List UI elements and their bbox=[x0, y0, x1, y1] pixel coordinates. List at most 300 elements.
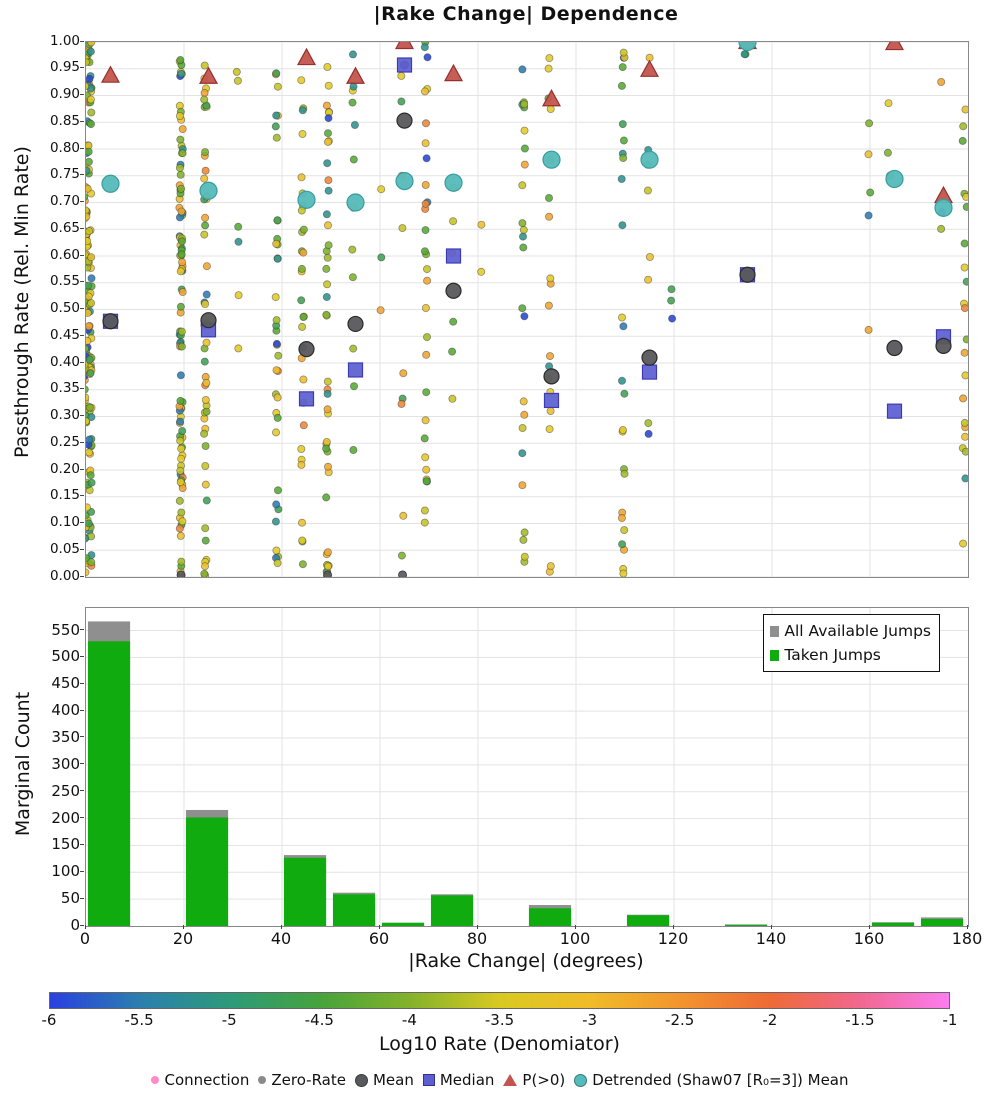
rate-dot bbox=[201, 570, 208, 577]
bottom-legend-item bbox=[151, 1071, 249, 1089]
rate-dot bbox=[201, 358, 208, 365]
rate-dot bbox=[234, 77, 241, 84]
y-tick-label: 0.20 bbox=[49, 460, 80, 477]
y-tick-mark bbox=[80, 576, 84, 577]
detrended-marker bbox=[396, 173, 413, 190]
x-tick-label: 80 bbox=[466, 929, 488, 948]
y-tick-label: 150 bbox=[51, 835, 80, 854]
rate-dot bbox=[619, 426, 626, 433]
rate-dot bbox=[421, 519, 428, 526]
rate-dot bbox=[274, 414, 281, 421]
rate-dot bbox=[299, 107, 306, 114]
y-tick-mark bbox=[80, 121, 84, 122]
rate-dot bbox=[619, 541, 626, 548]
y-tick-label: 1.00 bbox=[49, 32, 80, 49]
rate-dot bbox=[201, 62, 208, 69]
rate-dot bbox=[179, 518, 186, 525]
y-tick-mark bbox=[80, 201, 84, 202]
detrended-marker bbox=[445, 174, 462, 191]
rate-dot bbox=[273, 134, 280, 141]
colorbar-tick-label: -4.5 bbox=[304, 1011, 334, 1029]
rate-dot bbox=[323, 211, 330, 218]
rate-dot bbox=[646, 253, 653, 260]
rate-dot bbox=[179, 259, 186, 266]
rate-dot bbox=[547, 563, 554, 570]
p-gt0-marker bbox=[886, 42, 903, 50]
rate-dot bbox=[962, 106, 968, 113]
zero-rate-dot bbox=[177, 571, 185, 577]
rate-dot bbox=[86, 337, 91, 344]
p-gt0-legend-icon bbox=[503, 1074, 517, 1086]
rate-dot bbox=[618, 175, 625, 182]
rate-dot bbox=[86, 148, 92, 155]
rate-dot bbox=[961, 240, 968, 247]
rate-dot bbox=[618, 314, 625, 321]
mean-marker bbox=[299, 342, 314, 357]
y-tick-label: 0.10 bbox=[49, 514, 80, 530]
y-tick-label: 0.70 bbox=[49, 193, 80, 209]
rate-dot bbox=[521, 127, 528, 134]
x-tick-mark bbox=[379, 925, 380, 929]
bottom-legend-item bbox=[258, 1071, 346, 1089]
hist-bar-taken bbox=[431, 895, 473, 926]
x-tick-mark bbox=[869, 925, 870, 929]
rate-dot bbox=[519, 66, 526, 73]
y-tick-label: 0.45 bbox=[49, 326, 80, 343]
rate-dot bbox=[177, 372, 184, 379]
rate-dot bbox=[424, 277, 431, 284]
rate-dot bbox=[398, 72, 405, 79]
colorbar-tick-label: -1.5 bbox=[845, 1011, 875, 1029]
rate-dot bbox=[421, 44, 428, 51]
rate-dot bbox=[350, 156, 357, 163]
hist-bar-taken bbox=[88, 641, 130, 926]
rate-dot bbox=[273, 367, 280, 374]
detrended-marker bbox=[935, 199, 952, 216]
rate-dot bbox=[421, 248, 428, 255]
y-tick-mark bbox=[80, 683, 84, 684]
rate-dot bbox=[87, 96, 94, 103]
rate-dot bbox=[519, 220, 526, 227]
rate-dot bbox=[176, 497, 183, 504]
y-tick-mark bbox=[80, 415, 84, 416]
y-tick-label: 0.95 bbox=[49, 59, 80, 76]
rate-dot bbox=[521, 529, 528, 536]
rate-dot bbox=[521, 553, 528, 560]
rate-dot bbox=[546, 353, 553, 360]
rate-dot bbox=[178, 343, 185, 350]
y-tick-label: 0.15 bbox=[49, 487, 80, 504]
rate-dot bbox=[298, 174, 305, 181]
colorbar-tick-label: -4 bbox=[401, 1011, 417, 1029]
rate-dot bbox=[179, 126, 186, 133]
y-tick-label: 0.00 bbox=[49, 567, 80, 584]
y-tick-mark bbox=[80, 228, 84, 229]
y-tick-label: 350 bbox=[51, 727, 80, 746]
legend-label: All Available Jumps bbox=[784, 622, 931, 640]
rate-dot bbox=[203, 263, 210, 270]
rate-dot bbox=[961, 349, 968, 356]
rate-dot bbox=[179, 427, 186, 434]
rate-dot bbox=[86, 569, 89, 576]
colorbar-tick-label: -5 bbox=[221, 1011, 237, 1029]
rate-dot bbox=[178, 558, 185, 565]
rate-dot bbox=[201, 96, 208, 103]
x-tick-label: 40 bbox=[270, 929, 292, 948]
scatter-y-axis-label: Passthrough Rate (Rel. Min Rate) bbox=[11, 146, 33, 458]
rate-dot bbox=[938, 78, 945, 85]
x-tick-label: 180 bbox=[951, 929, 983, 948]
rate-dot bbox=[521, 101, 528, 108]
rate-dot bbox=[349, 246, 356, 253]
rate-dot bbox=[545, 194, 552, 201]
rate-dot bbox=[202, 537, 209, 544]
rate-dot bbox=[300, 313, 307, 320]
rate-dot bbox=[619, 121, 626, 128]
rate-dot bbox=[177, 171, 184, 178]
rate-dot bbox=[398, 400, 405, 407]
rate-dot bbox=[423, 334, 430, 341]
bottom-legend-label: Connection bbox=[164, 1071, 250, 1089]
y-tick-mark bbox=[80, 67, 84, 68]
mean-marker bbox=[348, 316, 363, 331]
rate-dot bbox=[203, 291, 210, 298]
rate-dot bbox=[961, 419, 968, 426]
mean-marker bbox=[397, 113, 412, 128]
rate-dot bbox=[865, 151, 872, 158]
rate-dot bbox=[449, 395, 456, 402]
rate-dot bbox=[885, 100, 892, 107]
rate-dot bbox=[323, 494, 330, 501]
rate-dot bbox=[422, 227, 429, 234]
rate-dot bbox=[88, 300, 95, 307]
y-tick-label: 0.50 bbox=[49, 300, 80, 316]
rate-dot bbox=[962, 448, 968, 455]
rate-dot bbox=[324, 138, 331, 145]
rate-dot bbox=[86, 293, 92, 300]
rate-dot bbox=[422, 120, 429, 127]
page-title: |Rake Change| Dependence bbox=[373, 3, 679, 25]
histogram-y-axis-label: Marginal Count bbox=[12, 691, 34, 837]
rate-dot bbox=[176, 112, 183, 119]
rate-dot bbox=[400, 512, 407, 519]
rate-dot bbox=[619, 64, 626, 71]
y-tick-label: 0.80 bbox=[49, 139, 80, 156]
rate-dot bbox=[867, 189, 874, 196]
rate-dot bbox=[299, 130, 306, 137]
rate-dot bbox=[178, 185, 185, 192]
rate-dot bbox=[668, 297, 675, 304]
rate-dot bbox=[273, 340, 280, 347]
y-tick-mark bbox=[80, 495, 84, 496]
rate-dot bbox=[621, 470, 628, 477]
rate-dot bbox=[177, 532, 184, 539]
rate-dot bbox=[201, 175, 208, 182]
detrended-marker bbox=[543, 151, 560, 168]
bottom-legend-item bbox=[355, 1071, 414, 1089]
y-tick-label: 500 bbox=[51, 647, 80, 666]
rate-dot bbox=[201, 563, 208, 570]
rate-dot bbox=[86, 418, 90, 425]
legend-swatch bbox=[770, 650, 779, 661]
rate-dot bbox=[88, 254, 95, 261]
rate-dot bbox=[545, 65, 552, 72]
x-tick-label: 60 bbox=[368, 929, 390, 948]
rate-dot bbox=[176, 525, 183, 532]
median-marker bbox=[447, 249, 461, 263]
rate-dot bbox=[645, 420, 652, 427]
rate-dot bbox=[478, 221, 485, 228]
rate-dot bbox=[378, 186, 385, 193]
rate-dot bbox=[323, 293, 330, 300]
rate-dot bbox=[619, 222, 626, 229]
rate-dot bbox=[86, 228, 93, 235]
rate-dot bbox=[86, 213, 90, 220]
rate-dot bbox=[86, 185, 91, 192]
hist-bar-taken bbox=[529, 908, 571, 926]
rate-dot bbox=[87, 121, 94, 128]
rate-dot bbox=[620, 49, 627, 56]
hist-bar-taken bbox=[284, 858, 326, 926]
rate-dot bbox=[203, 379, 210, 386]
rate-dot bbox=[325, 82, 332, 89]
rate-dot bbox=[884, 149, 891, 156]
x-tick-label: 100 bbox=[559, 929, 591, 948]
rate-dot bbox=[324, 254, 331, 261]
rate-dot bbox=[325, 177, 332, 184]
rate-dot bbox=[86, 356, 93, 363]
rate-dot bbox=[87, 472, 94, 479]
rate-dot bbox=[450, 218, 457, 225]
rate-dot bbox=[86, 504, 91, 511]
legend-item bbox=[770, 619, 931, 643]
y-tick-mark bbox=[80, 255, 84, 256]
rate-dot bbox=[177, 467, 184, 474]
rate-dot bbox=[519, 182, 526, 189]
rate-dot bbox=[866, 120, 873, 127]
y-tick-mark bbox=[80, 763, 84, 764]
rate-dot bbox=[86, 75, 93, 82]
x-tick-mark bbox=[673, 925, 674, 929]
rate-dot bbox=[88, 559, 95, 566]
rate-dot bbox=[86, 282, 92, 289]
bottom-legend-item bbox=[423, 1071, 495, 1089]
y-tick-mark bbox=[80, 469, 84, 470]
rate-dot bbox=[478, 268, 485, 275]
rate-dot bbox=[203, 339, 210, 346]
bottom-legend-item bbox=[503, 1071, 565, 1089]
rate-dot bbox=[233, 68, 240, 75]
y-tick-mark bbox=[80, 335, 84, 336]
hist-bar-taken bbox=[333, 894, 375, 926]
rate-dot bbox=[618, 377, 625, 384]
rate-dot bbox=[324, 222, 331, 229]
rate-dot bbox=[668, 286, 675, 293]
rate-dot bbox=[621, 390, 628, 397]
rate-dot bbox=[422, 200, 429, 207]
mean-legend-icon bbox=[355, 1074, 368, 1087]
rate-dot bbox=[202, 443, 209, 450]
rate-dot bbox=[423, 351, 430, 358]
rate-dot bbox=[644, 187, 651, 194]
y-tick-label: 400 bbox=[51, 701, 80, 720]
hist-bar-taken bbox=[627, 915, 669, 926]
x-tick-label: 120 bbox=[657, 929, 689, 948]
rate-dot bbox=[273, 112, 280, 119]
x-tick-label: 0 bbox=[79, 929, 91, 948]
rate-dot bbox=[202, 462, 209, 469]
rate-dot bbox=[178, 445, 185, 452]
rate-dot bbox=[235, 238, 242, 245]
rate-dot bbox=[519, 305, 526, 312]
y-tick-mark bbox=[80, 522, 84, 523]
rate-dot bbox=[86, 167, 90, 174]
x-tick-mark bbox=[967, 925, 968, 929]
rate-dot bbox=[86, 158, 93, 165]
rate-dot bbox=[421, 88, 428, 95]
y-tick-mark bbox=[80, 710, 84, 711]
rate-dot bbox=[272, 429, 279, 436]
detrended-marker bbox=[347, 194, 364, 211]
rate-dot bbox=[323, 311, 330, 318]
x-tick-mark bbox=[281, 925, 282, 929]
y-tick-mark bbox=[80, 817, 84, 818]
p-gt0-marker bbox=[298, 49, 315, 65]
rate-dot bbox=[963, 203, 968, 210]
rate-dot bbox=[177, 268, 184, 275]
rate-dot bbox=[519, 233, 526, 240]
mean-marker bbox=[446, 283, 461, 298]
rate-dot bbox=[519, 482, 526, 489]
rate-dot bbox=[203, 497, 210, 504]
rate-dot bbox=[324, 160, 331, 167]
rate-dot bbox=[86, 449, 93, 456]
rate-dot bbox=[179, 288, 186, 295]
rate-dot bbox=[865, 212, 872, 219]
rate-dot bbox=[87, 48, 94, 55]
rate-dot bbox=[86, 238, 91, 245]
rate-dot bbox=[620, 154, 627, 161]
rate-dot bbox=[324, 549, 331, 556]
zero-rate-dot bbox=[399, 571, 407, 577]
rate-dot bbox=[741, 51, 748, 58]
rate-dot bbox=[177, 418, 184, 425]
detrended-marker bbox=[886, 170, 903, 187]
rate-dot bbox=[960, 395, 967, 402]
colorbar-tick-label: -5.5 bbox=[124, 1011, 154, 1029]
rate-dot bbox=[178, 238, 185, 245]
rate-dot bbox=[423, 155, 430, 162]
rate-dot bbox=[423, 389, 430, 396]
bottom-legend-label: Median bbox=[439, 1071, 495, 1089]
rate-dot bbox=[350, 345, 357, 352]
y-tick-label: 0.90 bbox=[49, 86, 80, 102]
y-tick-label: 50 bbox=[60, 889, 80, 908]
x-tick-mark bbox=[85, 925, 86, 929]
rate-dot bbox=[645, 430, 652, 437]
rate-dot bbox=[300, 422, 307, 429]
rate-dot bbox=[520, 226, 527, 233]
rate-dot bbox=[272, 123, 279, 130]
median-marker bbox=[398, 58, 412, 72]
rate-dot bbox=[963, 336, 968, 343]
rate-dot bbox=[450, 318, 457, 325]
rate-dot bbox=[272, 518, 279, 525]
rate-dot bbox=[324, 130, 331, 137]
rate-dot bbox=[178, 208, 185, 215]
detrended-marker bbox=[641, 151, 658, 168]
y-tick-label: 0.25 bbox=[49, 433, 80, 450]
rate-dot bbox=[545, 302, 552, 309]
detrended-legend-icon bbox=[574, 1074, 587, 1087]
rate-dot bbox=[275, 352, 282, 359]
rate-dot bbox=[325, 242, 332, 249]
mean-marker bbox=[936, 338, 951, 353]
x-tick-mark bbox=[477, 925, 478, 929]
rate-dot bbox=[178, 251, 185, 258]
y-tick-mark bbox=[80, 281, 84, 282]
rate-dot bbox=[176, 164, 183, 171]
rate-dot bbox=[86, 59, 90, 66]
rate-dot bbox=[349, 274, 356, 281]
rate-dot bbox=[177, 437, 184, 444]
rate-dot bbox=[620, 323, 627, 330]
rate-dot bbox=[962, 372, 968, 379]
rate-dot bbox=[87, 370, 94, 377]
rate-dot bbox=[423, 466, 430, 473]
colorbar bbox=[49, 992, 950, 1009]
rate-dot bbox=[178, 509, 185, 516]
rate-dot bbox=[961, 264, 968, 271]
rate-dot bbox=[938, 225, 945, 232]
rate-dot bbox=[324, 563, 331, 570]
rate-dot bbox=[323, 445, 330, 452]
rate-dot bbox=[350, 383, 357, 390]
bottom-legend bbox=[0, 1071, 1000, 1089]
rate-dot bbox=[324, 390, 331, 397]
rate-dot bbox=[274, 83, 281, 90]
rate-dot bbox=[324, 63, 331, 70]
rate-dot bbox=[520, 398, 527, 405]
colorbar-tick-label: -6 bbox=[41, 1011, 57, 1029]
mean-marker bbox=[201, 313, 216, 328]
rate-dot bbox=[274, 255, 281, 262]
rate-dot bbox=[521, 145, 528, 152]
y-tick-label: 0.85 bbox=[49, 112, 80, 129]
rate-dot bbox=[399, 225, 406, 232]
rate-dot bbox=[546, 55, 553, 62]
rate-dot bbox=[645, 276, 652, 283]
rate-dot bbox=[86, 386, 88, 393]
p-gt0-marker bbox=[396, 42, 413, 49]
rate-dot bbox=[963, 278, 968, 285]
y-tick-label: 0.40 bbox=[49, 353, 80, 370]
rate-dot bbox=[621, 527, 628, 534]
y-tick-mark bbox=[80, 736, 84, 737]
mean-marker bbox=[642, 350, 657, 365]
y-tick-mark bbox=[80, 656, 84, 657]
rate-dot bbox=[421, 435, 428, 442]
colorbar-label: Log10 Rate (Denomiator) bbox=[379, 1033, 620, 1055]
median-marker bbox=[888, 404, 902, 418]
rate-dot bbox=[618, 82, 625, 89]
rate-dot bbox=[398, 552, 405, 559]
colorbar-tick-label: -3 bbox=[582, 1011, 598, 1029]
rate-dot bbox=[618, 514, 625, 521]
rate-dot bbox=[546, 426, 553, 433]
rate-dot bbox=[273, 501, 280, 508]
median-marker bbox=[349, 363, 363, 377]
